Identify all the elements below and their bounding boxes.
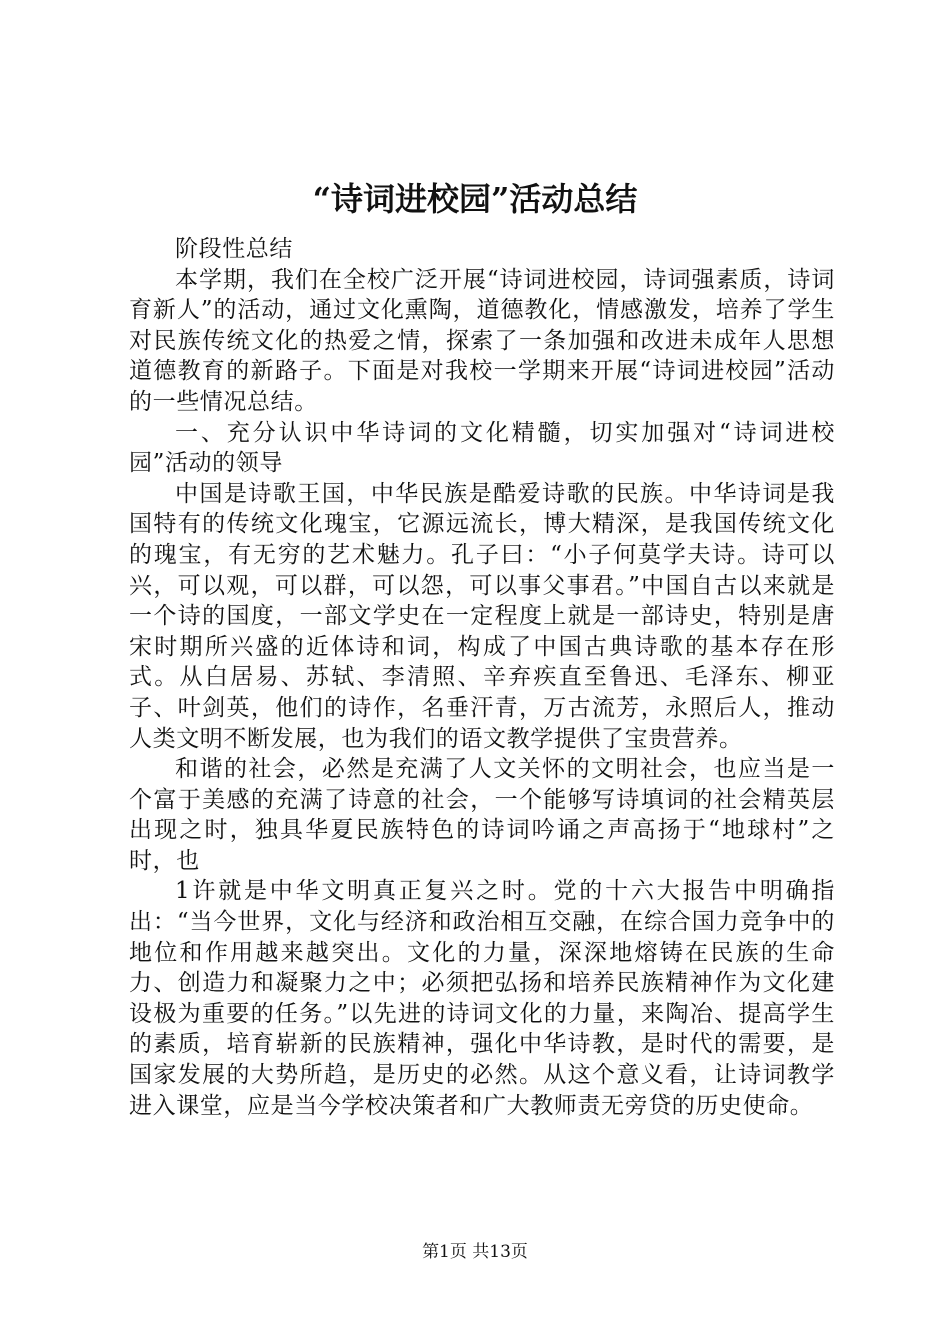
page-footer: 第1页 共13页	[422, 1242, 528, 1262]
paragraph-poetry-nation: 中国是诗歌王国，中华民族是酷爱诗歌的民族。中华诗词是我国特有的传统文化瑰宝，它源远流长，博大精深，是我国传统文化的瑰宝，有无穷的艺术魅力。孔子曰：“小子何莫学夫诗。诗可以兴，可以观，可以群，可以怨，可以事父事君。”中国自古以来就是一个诗的国度，一部文学史在一定程度上就是一部诗史，特别是唐宋时期所兴盛的近体诗和词，构成了中国古典诗歌的基本存在形式。从白居易、苏轼、李清照、辛弃疾直至鲁迅、毛泽东、柳亚子、叶剑英，他们的诗作，名垂汗青，万古流芳，永照后人，推动人类文明不断发展，也为我们的语文教学提供了宝贵营养。	[129, 480, 835, 752]
paragraph-cultural-revival: 1许就是中华文明真正复兴之时。党的十六大报告中明确指出：“当今世界，文化与经济和政治相互交融，在综合国力竞争中的地位和作用越来越突出。文化的力量，深深地熔铸在民族的生命力、创造力和凝聚力之中；必须把弘扬和培养民族精神作为文化建设极为重要的任务。”以先进的诗词文化的力量，来陶冶、提高学生的素质，培育崭新的民族精神，强化中华诗教，是时代的需要，是国家发展的大势所趋，是历史的必然。从这个意义看，让诗词教学进入课堂，应是当今学校决策者和广大教师责无旁贷的历史使命。	[129, 878, 835, 1119]
paragraph-intro: 本学期，我们在全校广泛开展“诗词进校园，诗词强素质，诗词育新人”的活动，通过文化熏陶，道德教化，情感激发，培养了学生对民族传统文化的热爱之情，探索了一条加强和改进未成年人思想道德教育的新路子。下面是对我校一学期来开展“诗词进校园”活动的一些情况总结。	[129, 266, 835, 415]
document-title: “诗词进校园”活动总结	[312, 180, 638, 218]
section-heading: 一、充分认识中华诗词的文化精髓，切实加强对“诗词进校园”活动的领导	[129, 419, 835, 477]
document-body	[129, 234, 835, 1121]
section-label: 阶段性总结	[175, 236, 293, 262]
paragraph-harmonious-society: 和谐的社会，必然是充满了人文关怀的文明社会，也应当是一个富于美感的充满了诗意的社会，一个能够写诗填词的社会精英层出现之时，独具华夏民族特色的诗词吟诵之声高扬于“地球村”之时，也	[129, 756, 835, 874]
